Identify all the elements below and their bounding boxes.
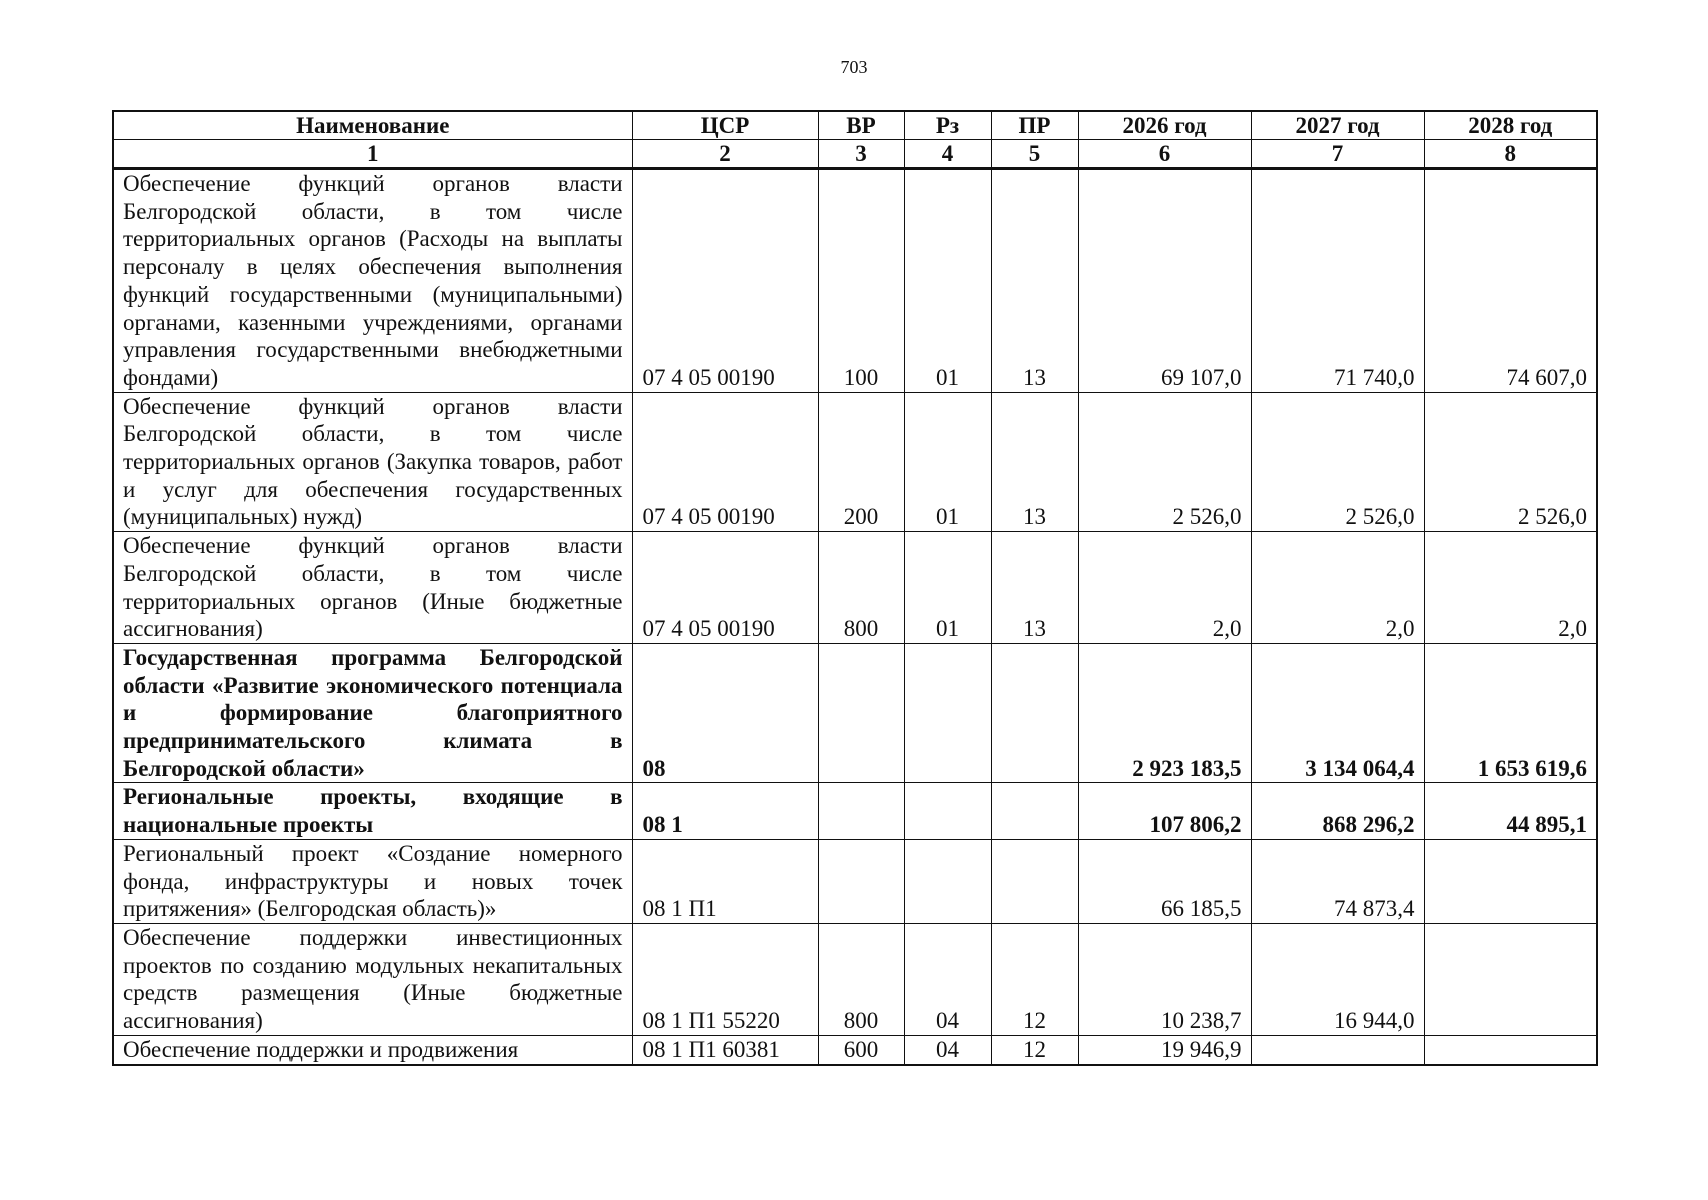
header-csr: ЦСР	[632, 111, 818, 140]
row-2028: 1 653 619,6	[1424, 643, 1597, 783]
page-number: 703	[840, 57, 868, 77]
row-csr: 07 4 05 00190	[632, 392, 818, 532]
header-name: Наименование	[113, 111, 632, 140]
row-name: Обеспечение поддержки и продвижения	[113, 1035, 632, 1064]
row-name: Государственная программа Белгородской области «Развитие экономического потенциала и формирование благоприятного предпринимательского климата в Белгородской области»	[113, 643, 632, 783]
row-2028: 74 607,0	[1424, 169, 1597, 393]
header-rz: Рз	[904, 111, 991, 140]
row-2026: 66 185,5	[1078, 839, 1251, 923]
row-2026: 107 806,2	[1078, 783, 1251, 839]
table-row	[113, 839, 1597, 923]
row-csr: 08 1 П1 55220	[632, 923, 818, 1035]
row-pr: 12	[991, 923, 1078, 1035]
row-2027: 868 296,2	[1251, 783, 1424, 839]
table-row	[113, 923, 1597, 1035]
budget-table	[112, 110, 1598, 1066]
column-index: 8	[1424, 140, 1597, 169]
row-2027: 74 873,4	[1251, 839, 1424, 923]
table-row	[113, 1035, 1597, 1064]
header-2028: 2028 год	[1424, 111, 1597, 140]
row-rz: 01	[904, 392, 991, 532]
row-2026: 2 526,0	[1078, 392, 1251, 532]
row-vr: 100	[818, 169, 904, 393]
row-rz: 04	[904, 923, 991, 1035]
row-vr: 200	[818, 392, 904, 532]
column-index: 5	[991, 140, 1078, 169]
row-2028: 44 895,1	[1424, 783, 1597, 839]
row-vr: 600	[818, 1035, 904, 1064]
row-name: Обеспечение поддержки инвестиционных проектов по созданию модульных некапитальных средств размещения (Иные бюджетные ассигнования)	[113, 923, 632, 1035]
row-csr: 08 1 П1	[632, 839, 818, 923]
row-csr: 07 4 05 00190	[632, 169, 818, 393]
row-rz	[904, 839, 991, 923]
header-vr: ВР	[818, 111, 904, 140]
table-row-subprogram	[113, 783, 1597, 839]
row-2026: 2,0	[1078, 532, 1251, 644]
row-2027: 3 134 064,4	[1251, 643, 1424, 783]
row-pr	[991, 643, 1078, 783]
column-index: 6	[1078, 140, 1251, 169]
row-vr	[818, 839, 904, 923]
table-row	[113, 392, 1597, 532]
row-rz	[904, 783, 991, 839]
row-2027	[1251, 1035, 1424, 1064]
row-csr: 07 4 05 00190	[632, 532, 818, 644]
row-rz: 01	[904, 169, 991, 393]
row-2028	[1424, 839, 1597, 923]
row-2027: 2 526,0	[1251, 392, 1424, 532]
table-row	[113, 169, 1597, 393]
row-2028: 2,0	[1424, 532, 1597, 644]
row-pr	[991, 839, 1078, 923]
row-2028	[1424, 923, 1597, 1035]
header-pr: ПР	[991, 111, 1078, 140]
row-2026: 10 238,7	[1078, 923, 1251, 1035]
row-pr: 13	[991, 532, 1078, 644]
row-2028	[1424, 1035, 1597, 1064]
row-name: Обеспечение функций органов власти Белгородской области, в том числе территориальных органов (Иные бюджетные ассигнования)	[113, 532, 632, 644]
column-index: 2	[632, 140, 818, 169]
column-index: 4	[904, 140, 991, 169]
row-name: Обеспечение функций органов власти Белгородской области, в том числе территориальных органов (Расходы на выплаты персоналу в целях обеспечения выполнения функций государственными (муниципальными) органами, казенными учреждениями, органами управления государственными внебюджетными фондами)	[113, 169, 632, 393]
row-csr: 08	[632, 643, 818, 783]
row-rz: 01	[904, 532, 991, 644]
row-pr: 13	[991, 392, 1078, 532]
row-name: Обеспечение функций органов власти Белгородской области, в том числе территориальных органов (Закупка товаров, работ и услуг для обеспечения государственных (муниципальных) нужд)	[113, 392, 632, 532]
row-2027: 16 944,0	[1251, 923, 1424, 1035]
header-2026: 2026 год	[1078, 111, 1251, 140]
row-2027: 2,0	[1251, 532, 1424, 644]
row-name: Региональные проекты, входящие в национальные проекты	[113, 783, 632, 839]
row-2027: 71 740,0	[1251, 169, 1424, 393]
row-csr: 08 1 П1 60381	[632, 1035, 818, 1064]
column-index: 7	[1251, 140, 1424, 169]
row-vr: 800	[818, 923, 904, 1035]
table-row-program	[113, 643, 1597, 783]
row-vr: 800	[818, 532, 904, 644]
row-rz	[904, 643, 991, 783]
row-2028: 2 526,0	[1424, 392, 1597, 532]
row-vr	[818, 643, 904, 783]
row-name: Региональный проект «Создание номерного фонда, инфраструктуры и новых точек притяжения» (Белгородская область)»	[113, 839, 632, 923]
row-2026: 2 923 183,5	[1078, 643, 1251, 783]
row-2026: 69 107,0	[1078, 169, 1251, 393]
column-index: 1	[113, 140, 632, 169]
table-row	[113, 532, 1597, 644]
header-row	[113, 111, 1597, 140]
header-2027: 2027 год	[1251, 111, 1424, 140]
column-index: 3	[818, 140, 904, 169]
row-pr	[991, 783, 1078, 839]
row-pr: 13	[991, 169, 1078, 393]
column-index-row	[113, 140, 1597, 169]
row-2026: 19 946,9	[1078, 1035, 1251, 1064]
row-pr: 12	[991, 1035, 1078, 1064]
row-rz: 04	[904, 1035, 991, 1064]
row-vr	[818, 783, 904, 839]
row-csr: 08 1	[632, 783, 818, 839]
